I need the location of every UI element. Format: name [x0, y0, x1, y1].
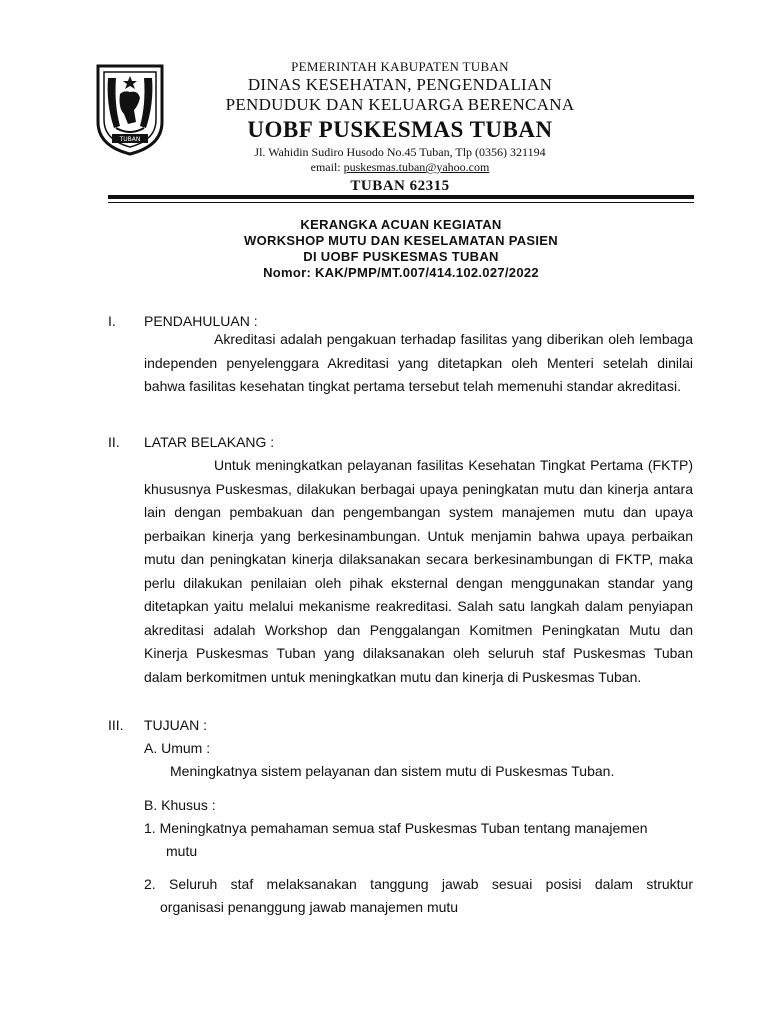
department-line-2: PENDUDUK DAN KELUARGA BERENCANA: [225, 95, 575, 114]
section-2-numeral: II.: [108, 434, 120, 450]
section-2-text: Untuk meningkatkan pelayanan fasilitas Kesehatan Tingkat Pertama (FKTP) khususnya Puskesmas, dilakukan berbagai upaya peningkatan mutu dan kinerja antara lain dengan pembakuan dan pengembangan system manajemen mutu dan upaya perbaikan kinerja yang berkesinambungan. Untuk menjamin bahwa upaya perbaikan mutu dan peningkatan kinerja dilaksanakan secara berkesinambungan di FKTP, maka perlu dilakukan penilaian oleh pihak eksternal dengan menggunakan standar yang ditetapkan yaitu melalui mekanisme reakreditasi. Salah satu langkah dalam penyiapan akreditasi adalah Workshop dan Penggalangan Komitmen Peningkatan Mutu dan Kinerja Puskesmas Tuban yang dilaksanakan oleh seluruh staf Puskesmas Tuban dalam berkomitmen untuk meningkatkan mutu dan kinerja di Puskesmas Tuban.: [144, 457, 693, 685]
subsection-b1-line-2: mutu: [166, 843, 198, 859]
section-1-text: Akreditasi adalah pengakuan terhadap fasilitas yang diberikan oleh lembaga independen penyelenggara Akreditasi yang ditetapkan oleh Menteri setelah dinilai bahwa fasilitas kesehatan tingkat pertama tersebut telah memenuhi standar akreditasi.: [144, 331, 693, 394]
email-line: [180, 160, 620, 175]
title-line-1: KERANGKA ACUAN KEGIATAN: [300, 217, 502, 232]
section-1-body: [144, 328, 693, 399]
letterhead: [180, 58, 620, 197]
address: Jl. Wahidin Sudiro Husodo No.45 Tuban, Tlp (0356) 321194: [254, 145, 546, 159]
title-line-2: WORKSHOP MUTU DAN KESELAMATAN PASIEN: [244, 233, 558, 248]
section-2-body: [144, 454, 693, 689]
subsection-a-text: Meningkatnya sistem pelayanan dan sistem mutu di Puskesmas Tuban.: [170, 763, 615, 779]
subsection-b2-line-1: 2. Seluruh staf melaksanakan tanggung jawab sesuai posisi dalam struktur: [144, 876, 693, 892]
document-number: Nomor: KAK/PMP/MT.007/414.102.027/2022: [263, 265, 539, 280]
section-1-numeral: I.: [108, 313, 116, 329]
subsection-b-label: B. Khusus :: [144, 797, 216, 813]
logo-text: TUBAN: [119, 136, 141, 143]
department-line-1: DINAS KESEHATAN, PENGENDALIAN: [247, 75, 553, 94]
subsection-b2-line-2: organisasi penanggung jawab manajemen mutu: [160, 899, 459, 915]
section-3-numeral: III.: [108, 717, 124, 733]
section-3-heading: TUJUAN :: [144, 717, 207, 733]
letterhead-divider-thick: [108, 195, 694, 199]
email-label: email:: [310, 160, 341, 174]
subsection-a-label: A. Umum :: [144, 740, 211, 756]
government-name: PEMERINTAH KABUPATEN TUBAN: [291, 59, 509, 74]
institution-name: UOBF PUSKESMAS TUBAN: [247, 117, 553, 142]
letterhead-divider-thin: [108, 202, 694, 203]
regency-logo: [94, 64, 166, 156]
section-2-heading: LATAR BELAKANG :: [144, 434, 275, 450]
subsection-b1-line-1: 1. Meningkatnya pemahaman semua staf Puskesmas Tuban tentang manajemen: [144, 820, 648, 836]
email-link[interactable]: puskesmas.tuban@yahoo.com: [343, 160, 490, 174]
document-title: [108, 217, 694, 281]
section-1-heading: PENDAHULUAN :: [144, 313, 258, 329]
title-line-3: DI UOBF PUSKESMAS TUBAN: [303, 249, 499, 264]
city-postcode: TUBAN 62315: [350, 178, 450, 194]
